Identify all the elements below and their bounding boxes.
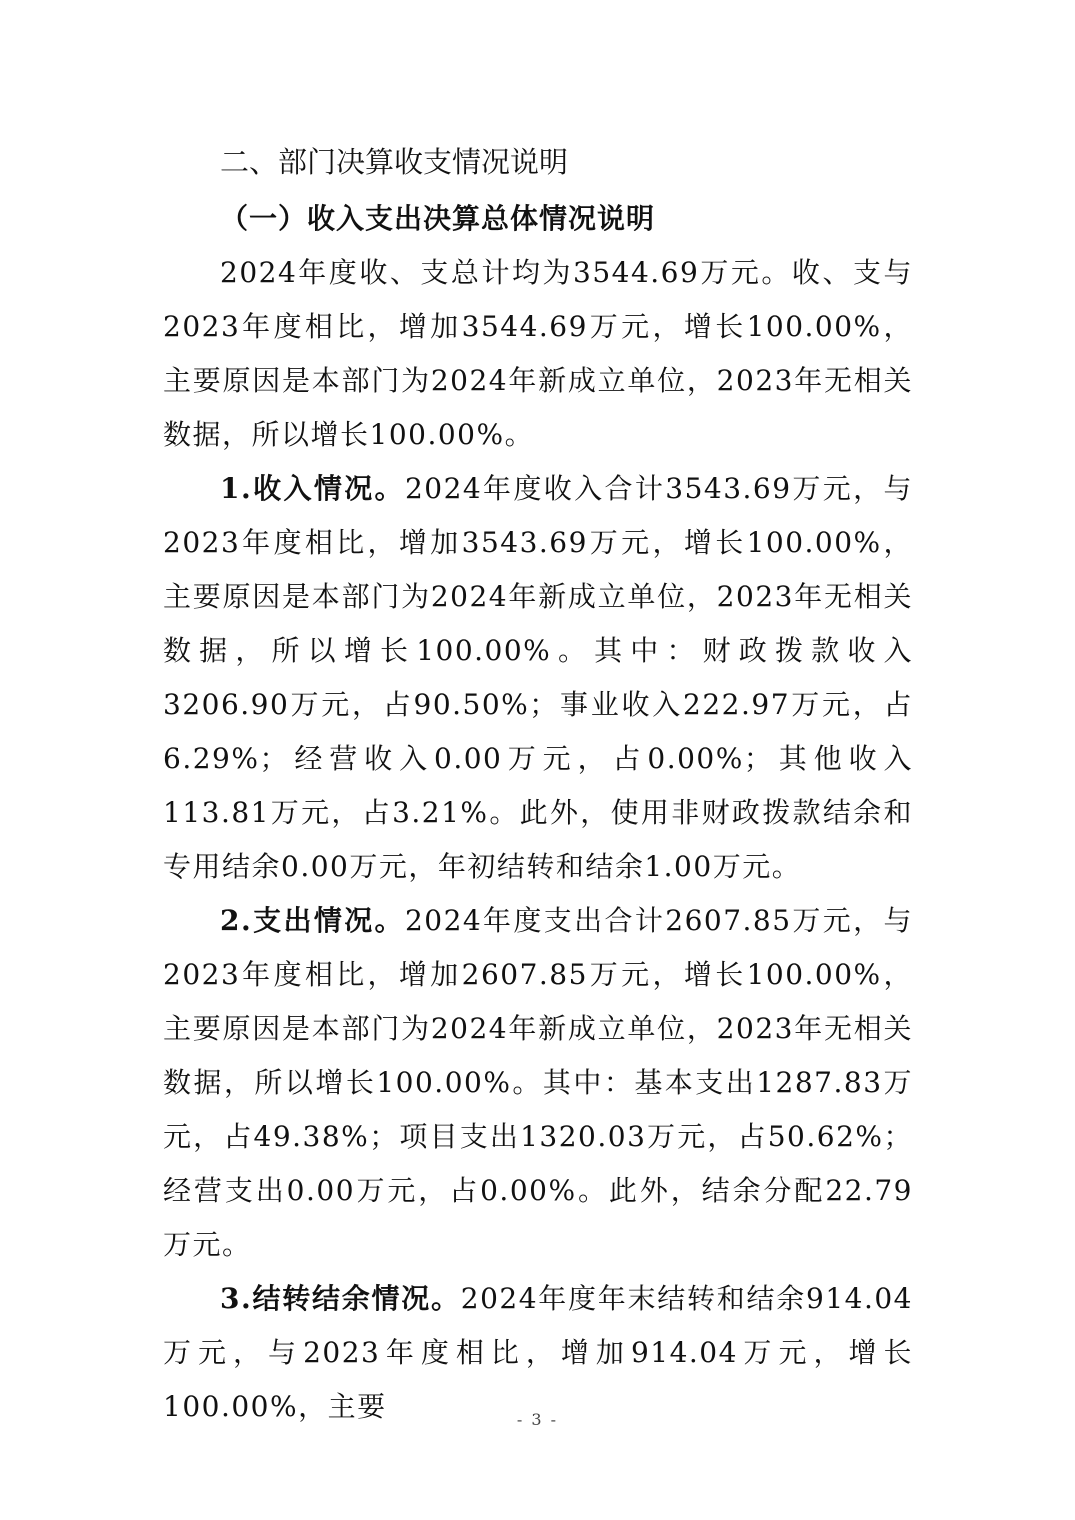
income-body: 2024年度收入合计3543.69万元，与2023年度相比，增加3543.69万元，增长100.00%，主要原因是本部门为2024年新成立单位，2023年无相关数据，所以增长100.00%。其中：财政拨款收入3206.90万元，占90.50%；事业收入222.97万元，占6.29%；经营收入0.00万元，占0.00%；其他收入113.81万元，占3.21%。此外，使用非财政拨款结余和专用结余0.00万元，年初结转和结余1.00万元。 [163, 472, 914, 883]
carryover-body: 2024年度年末结转和结余914.04万元，与2023年度相比，增加914.04万元，增长100.00%，主要 [163, 1282, 913, 1423]
section-heading: 二、部门决算收支情况说明 [220, 145, 569, 179]
document-page [163, 140, 913, 1434]
paragraph-expenditure [163, 894, 913, 1272]
income-lead: 1.收入情况。 [220, 472, 405, 505]
paragraph-income [163, 462, 913, 894]
paragraph-overview: 2024年度收、支总计均为3544.69万元。收、支与2023年度相比，增加3544.69万元，增长100.00%，主要原因是本部门为2024年新成立单位，2023年无相关数据，所以增长100.00%。 [163, 256, 913, 451]
expenditure-body: 2024年度支出合计2607.85万元，与2023年度相比，增加2607.85万元，增长100.00%，主要原因是本部门为2024年新成立单位，2023年无相关数据，所以增长100.00%。其中：基本支出1287.83万元，占49.38%；项目支出1320.03万元，占50.62%；经营支出0.00万元，占0.00%。此外，结余分配22.79万元。 [163, 904, 914, 1261]
sub-heading: （一）收入支出决算总体情况说明 [220, 202, 656, 235]
page-number: - 3 - [516, 1410, 559, 1429]
carryover-lead: 3.结转结余情况。 [220, 1282, 461, 1315]
expenditure-lead: 2.支出情况。 [220, 904, 405, 937]
